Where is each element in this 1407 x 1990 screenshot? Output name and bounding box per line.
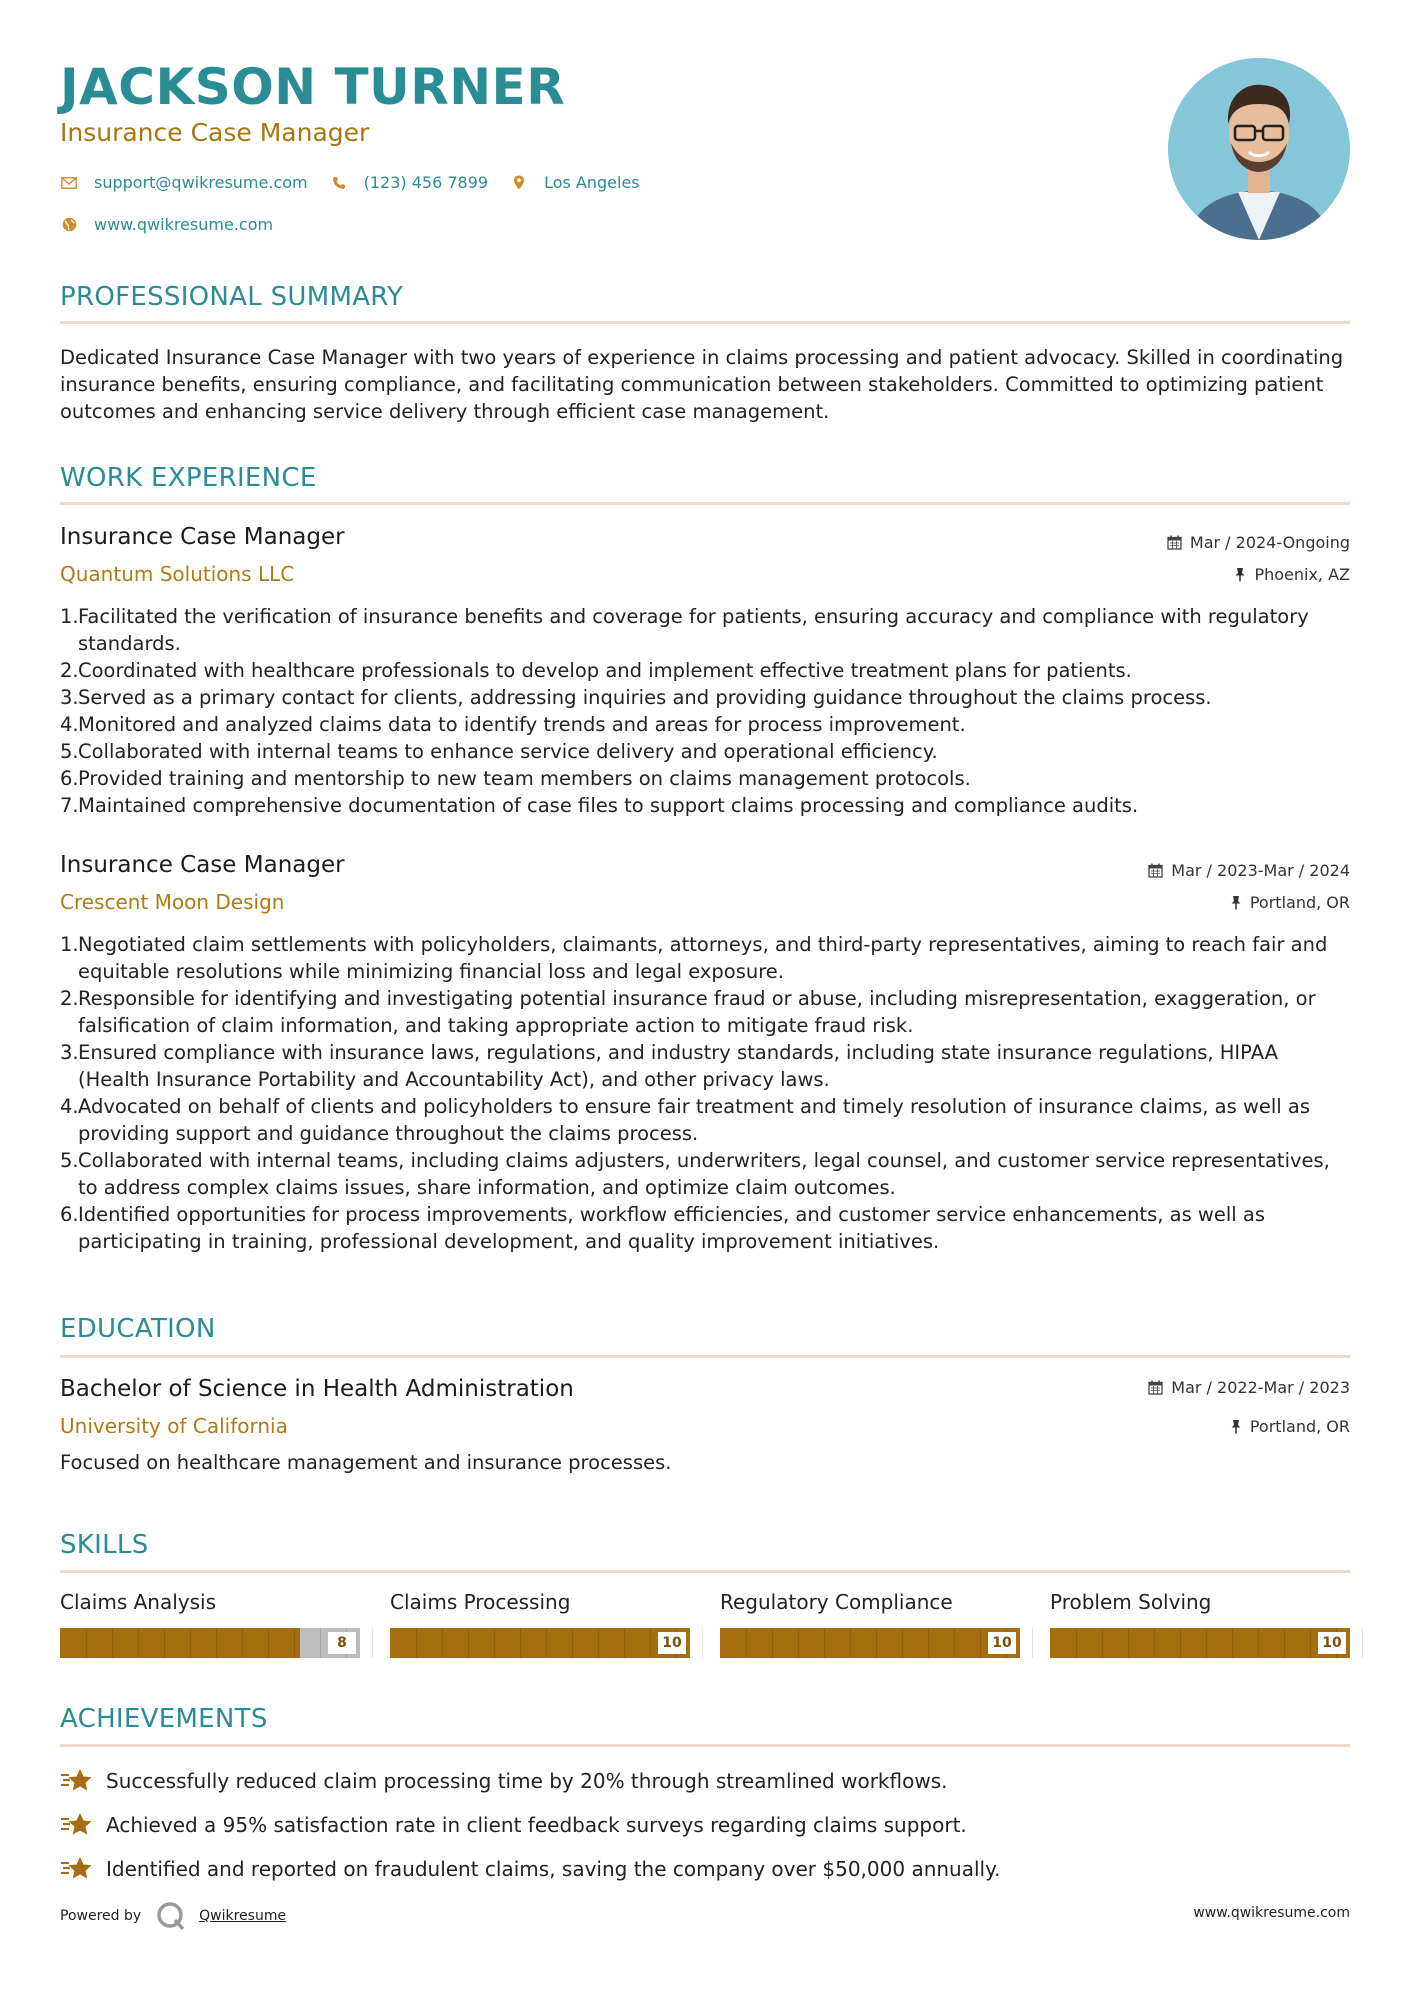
- skill-label: Regulatory Compliance: [720, 1590, 953, 1614]
- skill-bar-segment: [138, 1628, 139, 1658]
- education-location-text: Portland, OR: [1249, 1417, 1350, 1436]
- education-description: Focused on healthcare management and insurance processes.: [60, 1451, 672, 1474]
- list-item: Collaborated with internal teams, including claims adjusters, underwriters, legal counsel, and customer service representatives, to address complex claims issues, share information, and optimize claim outcomes.: [78, 1149, 1330, 1199]
- skill-bar-segment: [468, 1628, 469, 1658]
- skill-bar-segment: [546, 1628, 547, 1658]
- skill-bar-segment: [954, 1628, 955, 1658]
- skill-bar-segment: [928, 1628, 929, 1658]
- skill-item: [1050, 1590, 1350, 1651]
- skill-bar-segment: [598, 1628, 599, 1658]
- star-icon: [60, 1811, 94, 1839]
- skill-bar-segment: [320, 1628, 321, 1658]
- skill-bar-segment: [876, 1628, 877, 1658]
- skill-bar-segment: [746, 1628, 747, 1658]
- skill-bar-segment: [902, 1628, 903, 1658]
- phone-text: (123) 456 7899: [363, 173, 489, 192]
- contact-row: [60, 173, 662, 192]
- list-item: Facilitated the verification of insurance benefits and coverage for patients, ensuring accuracy and compliance with regulatory standards.: [78, 605, 1309, 655]
- skill-bar-fill: [60, 1628, 300, 1658]
- email-contact[interactable]: [60, 173, 308, 192]
- list-item: Provided training and mentorship to new team members on claims management protocols.: [78, 767, 971, 790]
- job-dates: [1167, 533, 1350, 552]
- education-location: [1230, 1417, 1350, 1436]
- skill-label: Claims Processing: [390, 1590, 571, 1614]
- section-divider: [60, 1744, 1350, 1747]
- skill-score: 10: [658, 1632, 686, 1654]
- job-location: [1230, 893, 1350, 912]
- skill-bar-segment: [1258, 1628, 1259, 1658]
- achievement-item: [60, 1855, 1000, 1883]
- experience-heading: WORK EXPERIENCE: [60, 463, 317, 493]
- calendar-icon: [1148, 863, 1163, 878]
- job-location: [1234, 565, 1350, 584]
- star-icon: [60, 1767, 94, 1795]
- globe-icon: [60, 216, 78, 234]
- calendar-icon: [1148, 1380, 1163, 1395]
- school-name: University of California: [60, 1414, 288, 1438]
- skill-bar-segment: [86, 1628, 87, 1658]
- skill-bar-fill: [390, 1628, 690, 1658]
- candidate-role: Insurance Case Manager: [60, 118, 370, 147]
- skill-bar-segment: [372, 1628, 373, 1658]
- skill-bar-segment: [1032, 1628, 1033, 1658]
- job-title: Insurance Case Manager: [60, 524, 345, 550]
- job-location-text: Portland, OR: [1249, 893, 1350, 912]
- list-item: Identified opportunities for process improvements, workflow efficiencies, and customer service enhancements, as well as participating in training, professional development, and quality improvement initiatives.: [78, 1203, 1266, 1253]
- skill-bar: [1050, 1628, 1350, 1658]
- job-company: Quantum Solutions LLC: [60, 562, 295, 586]
- skill-label: Claims Analysis: [60, 1590, 216, 1614]
- achievement-item: [60, 1767, 947, 1795]
- job-dates: [1148, 861, 1350, 880]
- skill-bar-segment: [416, 1628, 417, 1658]
- list-item: Responsible for identifying and investigating potential insurance fraud or abuse, including misrepresentation, exaggeration, or falsification of claim information, and taking appropriate action to mitigate fraud risk.: [78, 987, 1316, 1037]
- phone-contact[interactable]: [330, 173, 488, 192]
- job-dates-text: Mar / 2024-Ongoing: [1189, 533, 1350, 552]
- skill-bar-segment: [624, 1628, 625, 1658]
- list-item: Collaborated with internal teams to enhance service delivery and operational efficiency.: [78, 740, 938, 763]
- section-divider: [60, 502, 1350, 505]
- skill-bar-segment: [850, 1628, 851, 1658]
- footer-powered-by: [60, 1900, 286, 1932]
- skill-bar-segment: [216, 1628, 217, 1658]
- website-contact[interactable]: [60, 215, 273, 234]
- skill-bar-segment: [494, 1628, 495, 1658]
- location-contact: [510, 173, 640, 192]
- skill-bar-segment: [798, 1628, 799, 1658]
- job-title: Insurance Case Manager: [60, 852, 345, 878]
- section-divider: [60, 1570, 1350, 1573]
- profile-photo: [1168, 58, 1350, 240]
- skill-bar-fill: [720, 1628, 1020, 1658]
- email-text: support@qwikresume.com: [94, 173, 308, 192]
- list-item: Monitored and analyzed claims data to identify trends and areas for process improvement.: [78, 713, 966, 736]
- list-item: Coordinated with healthcare professionals to develop and implement effective treatment plans for patients.: [78, 659, 1132, 682]
- list-item: Maintained comprehensive documentation of case files to support claims processing and compliance audits.: [78, 794, 1139, 817]
- pushpin-icon: [1234, 567, 1246, 582]
- star-icon: [60, 1855, 94, 1883]
- phone-icon: [330, 174, 348, 192]
- footer-url[interactable]: www.qwikresume.com: [1193, 1905, 1350, 1921]
- skill-bar-segment: [1284, 1628, 1285, 1658]
- section-divider: [60, 321, 1350, 324]
- job-company: Crescent Moon Design: [60, 890, 285, 914]
- achievement-item: [60, 1811, 967, 1839]
- skill-bar-segment: [650, 1628, 651, 1658]
- skill-bar-segment: [1362, 1628, 1363, 1658]
- skill-bar-segment: [242, 1628, 243, 1658]
- education-dates-text: Mar / 2022-Mar / 2023: [1171, 1378, 1350, 1397]
- skill-label: Problem Solving: [1050, 1590, 1212, 1614]
- skill-bar-fill: [1050, 1628, 1350, 1658]
- skill-bar-segment: [572, 1628, 573, 1658]
- website-text: www.qwikresume.com: [94, 215, 274, 234]
- candidate-name: JACKSON TURNER: [60, 58, 566, 116]
- skill-bar-segment: [1180, 1628, 1181, 1658]
- achievement-text: Achieved a 95% satisfaction rate in client feedback surveys regarding claims support.: [106, 1813, 967, 1837]
- pushpin-icon: [1230, 895, 1242, 910]
- powered-by-text: Powered by: [60, 1908, 142, 1924]
- list-item: Ensured compliance with insurance laws, regulations, and industry standards, including state insurance regulations, HIPAA (Health Insurance Portability and Accountability Act), and other privacy laws.: [78, 1041, 1278, 1091]
- website-row: [60, 215, 295, 234]
- skills-heading: SKILLS: [60, 1530, 149, 1560]
- skill-bar: [720, 1628, 1020, 1658]
- achievement-text: Successfully reduced claim processing time by 20% through streamlined workflows.: [106, 1769, 948, 1793]
- skill-bar-segment: [772, 1628, 773, 1658]
- skill-bar-segment: [442, 1628, 443, 1658]
- pushpin-icon: [1230, 1419, 1242, 1434]
- skill-bar-segment: [702, 1628, 703, 1658]
- job-location-text: Phoenix, AZ: [1254, 565, 1350, 584]
- skill-item: [60, 1590, 360, 1651]
- list-item: Negotiated claim settlements with policyholders, claimants, attorneys, and third-party representatives, aiming to reach fair and equitable resolutions while minimizing financial loss and legal exposure.: [78, 933, 1328, 983]
- achievements-heading: ACHIEVEMENTS: [60, 1704, 268, 1734]
- skill-score: 8: [328, 1632, 356, 1654]
- qwikresume-logo-icon: [155, 1900, 187, 1932]
- education-dates: [1148, 1378, 1350, 1397]
- skill-bar: [60, 1628, 360, 1658]
- skill-bar-segment: [1310, 1628, 1311, 1658]
- skill-bar-segment: [1154, 1628, 1155, 1658]
- skill-bar-segment: [520, 1628, 521, 1658]
- skill-bar: [390, 1628, 690, 1658]
- skill-score: 10: [988, 1632, 1016, 1654]
- location-text: Los Angeles: [544, 173, 640, 192]
- skill-bar-segment: [112, 1628, 113, 1658]
- job-bullets: [60, 931, 1350, 1255]
- list-item: Served as a primary contact for clients, addressing inquiries and providing guidance throughout the claims process.: [78, 686, 1212, 709]
- skill-bar-segment: [190, 1628, 191, 1658]
- skill-bar-segment: [1232, 1628, 1233, 1658]
- skill-bar-segment: [1128, 1628, 1129, 1658]
- education-heading: EDUCATION: [60, 1314, 216, 1344]
- skill-bar-segment: [268, 1628, 269, 1658]
- skill-score: 10: [1318, 1632, 1346, 1654]
- section-divider: [60, 1355, 1350, 1358]
- skill-bar-segment: [1206, 1628, 1207, 1658]
- skill-bar-segment: [980, 1628, 981, 1658]
- degree-title: Bachelor of Science in Health Administration: [60, 1376, 574, 1402]
- brand-link[interactable]: Qwikresume: [199, 1908, 287, 1924]
- map-pin-icon: [510, 174, 528, 192]
- skill-item: [390, 1590, 690, 1651]
- skill-bar-segment: [824, 1628, 825, 1658]
- skill-bar-segment: [164, 1628, 165, 1658]
- summary-text: Dedicated Insurance Case Manager with two years of experience in claims processing and patient advocacy. Skilled in coordinating insurance benefits, ensuring compliance, and facilitating communication between stakeholders. Committed to optimizing patient outcomes and enhancing service delivery through efficient case management.: [60, 346, 1344, 423]
- summary-heading: PROFESSIONAL SUMMARY: [60, 282, 404, 312]
- skill-bar-segment: [294, 1628, 295, 1658]
- job-bullets: [60, 603, 1350, 819]
- list-item: Advocated on behalf of clients and policyholders to ensure fair treatment and timely resolution of insurance claims, as well as providing support and guidance throughout the claims process.: [78, 1095, 1311, 1145]
- skill-bar-segment: [1102, 1628, 1103, 1658]
- skill-item: [720, 1590, 1020, 1651]
- skill-bar-segment: [1076, 1628, 1077, 1658]
- achievement-text: Identified and reported on fraudulent claims, saving the company over $50,000 annually.: [106, 1857, 1001, 1881]
- job-dates-text: Mar / 2023-Mar / 2024: [1171, 861, 1350, 880]
- calendar-icon: [1167, 535, 1182, 550]
- mail-icon: [60, 174, 78, 192]
